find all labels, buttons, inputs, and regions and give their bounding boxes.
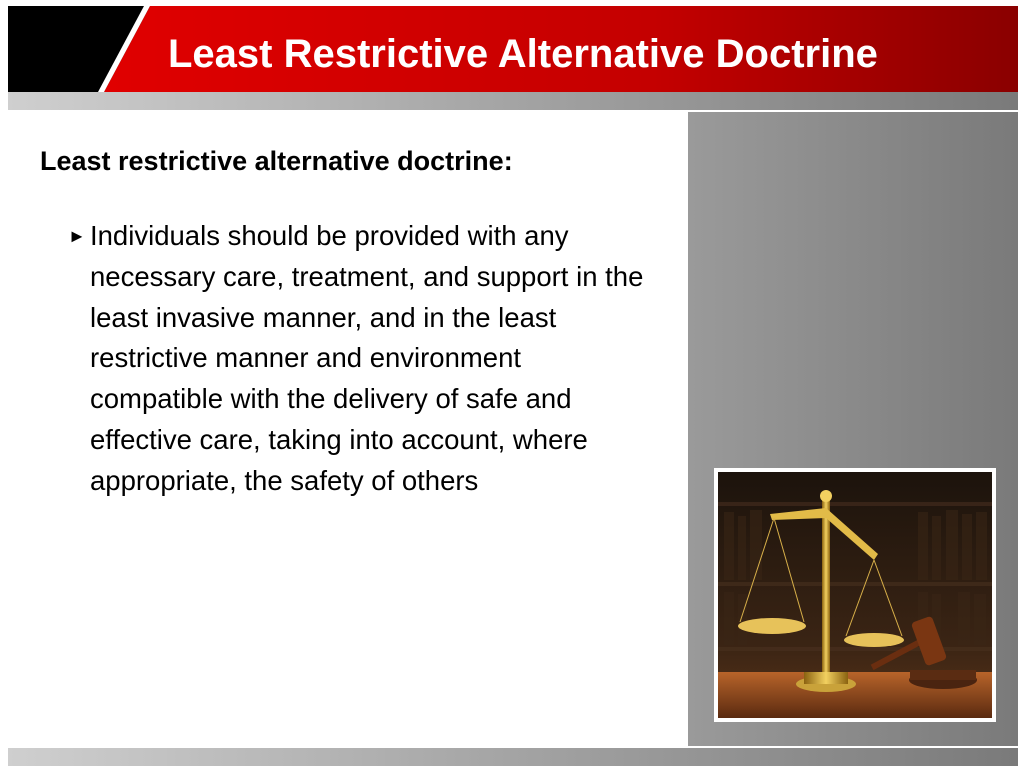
- slide-title: Least Restrictive Alternative Doctrine: [168, 32, 878, 76]
- footer-divider-bar: [8, 748, 1018, 766]
- bullet-text: Individuals should be provided with any necessary care, treatment, and support in the least invasive manner, and in the least restrictive manner and environment compatible with the delivery of safe and effective care, taking into account, where appropriate, the safety of others: [90, 220, 644, 496]
- scales-of-justice-icon: [718, 472, 992, 718]
- photo-frame: [714, 468, 996, 722]
- header-divider-bar: [8, 92, 1018, 110]
- title-banner: [8, 6, 1018, 92]
- triangle-bullet-icon: ►: [68, 226, 86, 246]
- section-heading: Least restrictive alternative doctrine:: [40, 146, 513, 176]
